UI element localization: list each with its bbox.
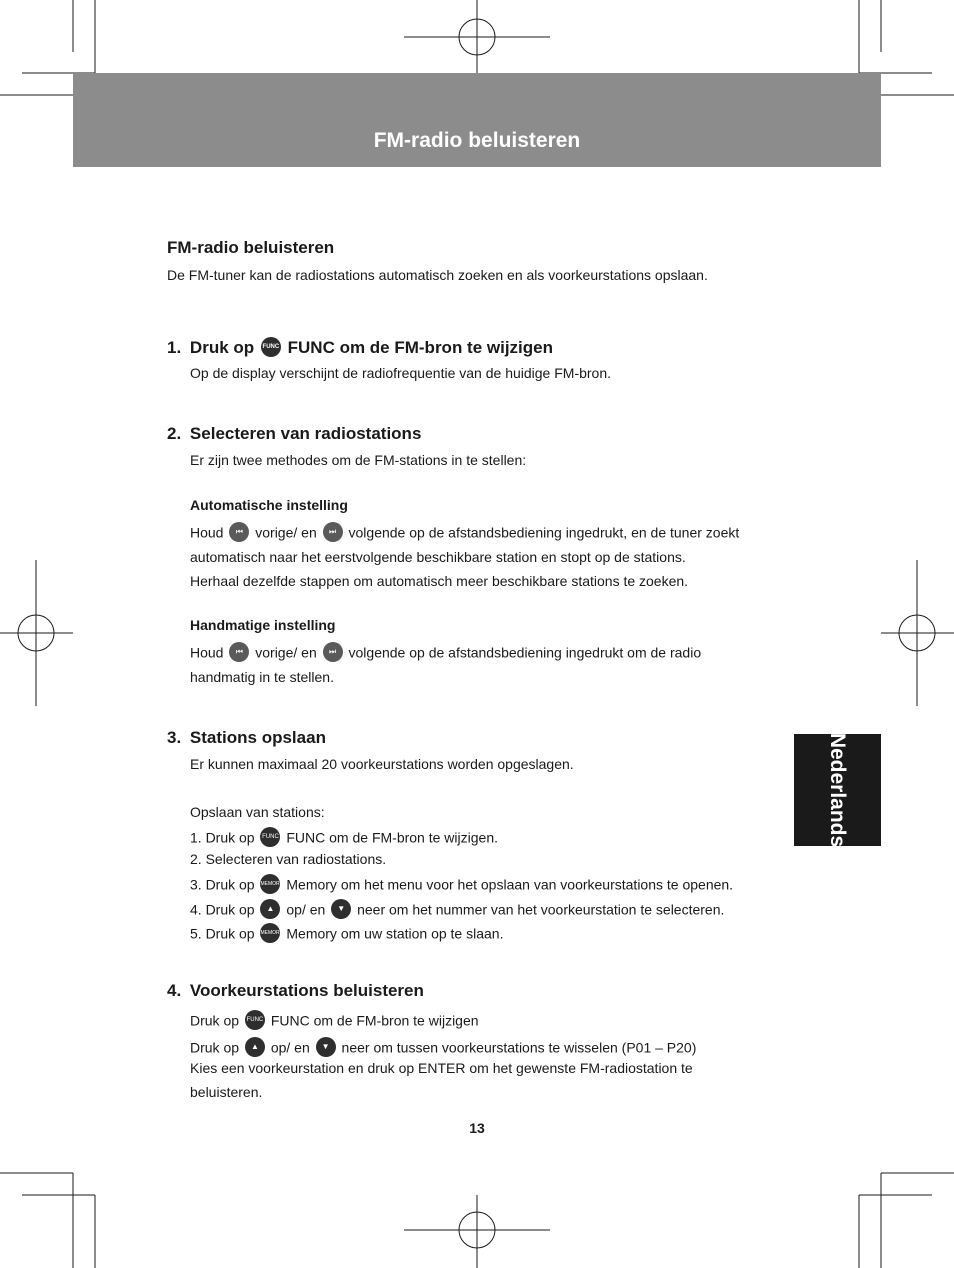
auto-line-3: Herhaal dezelfde stappen om automatisch meer beschikbare stations te zoeken. bbox=[190, 573, 689, 589]
manual-line-1-c: volgende op de afstandsbediening ingedrukt om de radio bbox=[348, 644, 702, 661]
store-step-4-c: neer om het nummer van het voorkeurstation te selecteren. bbox=[357, 901, 725, 918]
intro-heading: FM-radio beluisteren bbox=[167, 238, 335, 257]
auto-line-1-c: volgende op de afstandsbediening ingedrukt, en de tuner zoekt bbox=[348, 524, 740, 541]
store-step-3 bbox=[190, 876, 733, 896]
section-1-number: 1. bbox=[167, 338, 182, 357]
store-step-4-a: 4. Druk op bbox=[190, 901, 255, 918]
header-bar bbox=[73, 73, 881, 167]
store-step-5 bbox=[190, 925, 503, 945]
auto-line-1-a: Houd bbox=[190, 524, 224, 541]
store-step-5-a: 5. Druk op bbox=[190, 925, 255, 942]
next-icon: ⏭ bbox=[323, 642, 343, 662]
memory-icon: MEMORY bbox=[260, 923, 280, 943]
section-1-title-post: FUNC om de FM-bron te wijzigen bbox=[287, 338, 554, 357]
auto-heading: Automatische instelling bbox=[190, 497, 348, 513]
store-step-4 bbox=[190, 901, 724, 921]
section-4-heading bbox=[167, 981, 424, 1001]
listen-line-2-b: op/ en bbox=[270, 1039, 310, 1056]
section-2-number: 2. bbox=[167, 424, 182, 443]
up-arrow-icon: ▲ bbox=[245, 1037, 265, 1057]
section-4-number: 4. bbox=[167, 981, 182, 1000]
listen-line-1-a: Druk op bbox=[190, 1012, 240, 1029]
page-title: FM-radio beluisteren bbox=[373, 129, 581, 152]
section-3-number: 3. bbox=[167, 728, 182, 747]
section-1-title-pre: Druk op bbox=[189, 338, 255, 357]
up-arrow-icon: ▲ bbox=[260, 899, 280, 919]
section-4-title: Voorkeurstations beluisteren bbox=[189, 981, 424, 1000]
down-arrow-icon: ▼ bbox=[331, 899, 351, 919]
page-number: 13 bbox=[469, 1120, 485, 1136]
section-3-title: Stations opslaan bbox=[189, 728, 326, 747]
auto-line-2: automatisch naar het eerstvolgende beschikbare station en stopt op de stations. bbox=[190, 549, 686, 565]
section-2-heading bbox=[167, 424, 421, 444]
section-1-heading bbox=[167, 338, 553, 359]
store-step-1-b: FUNC om de FM-bron te wijzigen. bbox=[286, 829, 498, 846]
manual-line-2: handmatig in te stellen. bbox=[190, 669, 334, 685]
section-2-text: Er zijn twee methodes om de FM-stations in te stellen: bbox=[190, 452, 527, 468]
store-step-3-a: 3. Druk op bbox=[190, 876, 255, 893]
listen-line-1 bbox=[190, 1012, 479, 1032]
next-icon: ⏭ bbox=[323, 522, 343, 542]
manual-line-1-b: vorige/ en bbox=[255, 644, 317, 661]
memory-icon: MEMORY bbox=[260, 874, 280, 894]
listen-line-2 bbox=[190, 1039, 696, 1059]
auto-line-1-b: vorige/ en bbox=[255, 524, 317, 541]
language-tab bbox=[794, 734, 881, 846]
listen-line-2-c: neer om tussen voorkeurstations te wisselen (P01 – P20) bbox=[341, 1039, 697, 1056]
manual-heading: Handmatige instelling bbox=[190, 617, 336, 633]
auto-line-1 bbox=[190, 524, 739, 544]
section-1-text: Op de display verschijnt de radiofrequentie van de huidige FM-bron. bbox=[190, 365, 612, 381]
func-icon: FUNC bbox=[260, 827, 280, 847]
listen-line-2-a: Druk op bbox=[190, 1039, 240, 1056]
section-3-heading bbox=[167, 728, 326, 748]
prev-icon: ⏮ bbox=[229, 522, 249, 542]
func-icon: FUNC bbox=[261, 337, 281, 357]
language-tab-label: Nederlands bbox=[826, 732, 849, 848]
store-step-2: 2. Selecteren van radiostations. bbox=[190, 851, 387, 867]
store-step-4-b: op/ en bbox=[286, 901, 326, 918]
func-icon: FUNC bbox=[245, 1010, 265, 1030]
section-3-text: Er kunnen maximaal 20 voorkeurstations worden opgeslagen. bbox=[190, 756, 574, 772]
store-step-1-a: 1. Druk op bbox=[190, 829, 255, 846]
prev-icon: ⏮ bbox=[229, 642, 249, 662]
listen-line-3: Kies een voorkeurstation en druk op ENTER om het gewenste FM-radiostation te bbox=[190, 1060, 693, 1076]
section-2-title: Selecteren van radiostations bbox=[189, 424, 422, 443]
down-arrow-icon: ▼ bbox=[316, 1037, 336, 1057]
store-step-3-b: Memory om het menu voor het opslaan van voorkeurstations te openen. bbox=[286, 876, 734, 893]
store-step-5-b: Memory om uw station op te slaan. bbox=[286, 925, 504, 942]
intro-text: De FM-tuner kan de radiostations automatisch zoeken en als voorkeurstations opslaan. bbox=[167, 267, 708, 283]
manual-line-1 bbox=[190, 644, 701, 664]
listen-line-4: beluisteren. bbox=[190, 1084, 263, 1100]
store-step-1 bbox=[190, 829, 498, 849]
manual-line-1-a: Houd bbox=[190, 644, 224, 661]
section-3-sub: Opslaan van stations: bbox=[190, 804, 325, 820]
listen-line-1-b: FUNC om de FM-bron te wijzigen bbox=[270, 1012, 479, 1029]
